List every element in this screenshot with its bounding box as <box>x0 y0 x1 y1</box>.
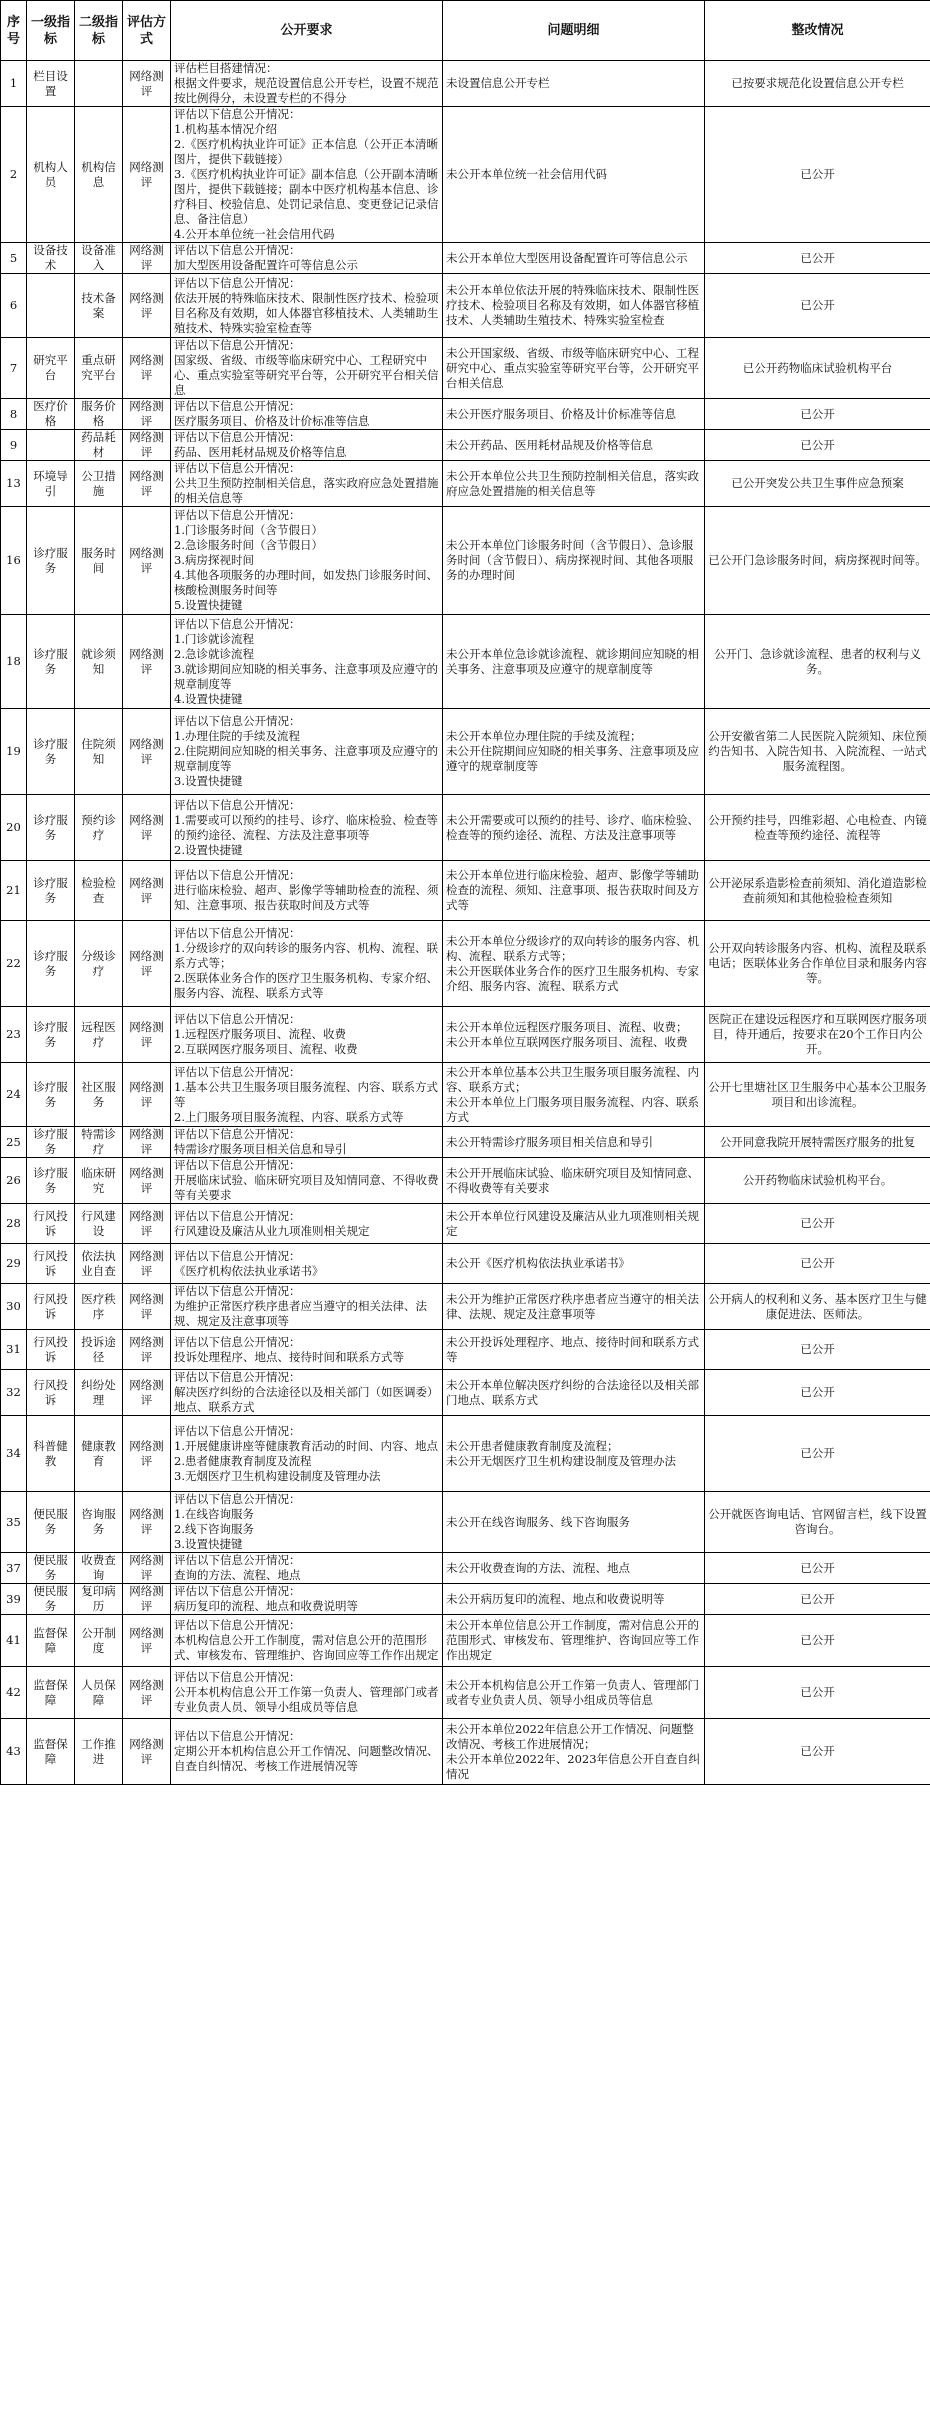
row-index: 1 <box>1 61 27 107</box>
row-index: 23 <box>1 1007 27 1063</box>
row-issue: 未公开在线咨询服务、线下咨询服务 <box>443 1492 705 1553</box>
row-level2: 公开制度 <box>75 1615 123 1667</box>
row-index: 18 <box>1 615 27 709</box>
row-level1: 行风投诉 <box>27 1284 75 1330</box>
header-index: 序号 <box>1 1 27 61</box>
row-index: 20 <box>1 795 27 861</box>
row-issue: 未公开本单位解决医疗纠纷的合法途径以及相关部门地点、联系方式 <box>443 1370 705 1416</box>
table-row <box>1 615 930 709</box>
row-level1: 诊疗服务 <box>27 507 75 615</box>
row-level2: 社区服务 <box>75 1063 123 1127</box>
row-level2: 纠纷处理 <box>75 1370 123 1416</box>
row-level2: 投诉途径 <box>75 1330 123 1370</box>
row-level2: 收费查询 <box>75 1553 123 1584</box>
row-level1: 机构人员 <box>27 107 75 243</box>
row-method: 网络测评 <box>123 1244 171 1284</box>
row-level1: 便民服务 <box>27 1584 75 1615</box>
row-requirement: 评估以下信息公开情况： 1.在线咨询服务 2.线下咨询服务 3.设置快捷键 <box>171 1492 443 1553</box>
row-requirement: 评估以下信息公开情况： 本机构信息公开工作制度，需对信息公开的范围形式、审核发布、管理维护、咨询回应等工作作出规定 <box>171 1615 443 1667</box>
row-index: 24 <box>1 1063 27 1127</box>
row-level1: 研究平台 <box>27 338 75 399</box>
row-level2: 远程医疗 <box>75 1007 123 1063</box>
row-level2: 咨询服务 <box>75 1492 123 1553</box>
row-level2: 临床研究 <box>75 1158 123 1204</box>
row-level2: 健康教育 <box>75 1416 123 1492</box>
table-row <box>1 274 930 338</box>
row-index: 39 <box>1 1584 27 1615</box>
row-method: 网络测评 <box>123 1492 171 1553</box>
table-row <box>1 243 930 274</box>
table-row <box>1 461 930 507</box>
header-rectification: 整改情况 <box>705 1 930 61</box>
table-row <box>1 507 930 615</box>
row-requirement: 评估以下信息公开情况： 定期公开本机构信息公开工作情况、问题整改情况、自查自纠情况、考核工作进展情况等 <box>171 1719 443 1785</box>
row-method: 网络测评 <box>123 795 171 861</box>
row-rectification: 公开病人的权利和义务、基本医疗卫生与健康促进法、医师法。 <box>705 1284 930 1330</box>
row-index: 29 <box>1 1244 27 1284</box>
row-level1: 诊疗服务 <box>27 921 75 1007</box>
row-level2: 设备准入 <box>75 243 123 274</box>
row-issue: 未公开特需诊疗服务项目相关信息和导引 <box>443 1127 705 1158</box>
table-body <box>1 61 930 1785</box>
row-method: 网络测评 <box>123 861 171 921</box>
row-requirement: 评估以下信息公开情况： 解决医疗纠纷的合法途径以及相关部门（如医调委）地点、联系方式 <box>171 1370 443 1416</box>
row-level2: 复印病历 <box>75 1584 123 1615</box>
row-level2: 依法执业自查 <box>75 1244 123 1284</box>
row-method: 网络测评 <box>123 921 171 1007</box>
row-issue: 未公开本单位信息公开工作制度，需对信息公开的范围形式、审核发布、管理维护、咨询回应等工作作出规定 <box>443 1615 705 1667</box>
row-issue: 未公开收费查询的方法、流程、地点 <box>443 1553 705 1584</box>
row-issue: 未设置信息公开专栏 <box>443 61 705 107</box>
row-method: 网络测评 <box>123 1284 171 1330</box>
row-issue: 未公开《医疗机构依法执业承诺书》 <box>443 1244 705 1284</box>
table-row <box>1 1284 930 1330</box>
row-method: 网络测评 <box>123 461 171 507</box>
row-level1: 行风投诉 <box>27 1244 75 1284</box>
row-method: 网络测评 <box>123 709 171 795</box>
row-requirement: 评估以下信息公开情况： 开展临床试验、临床研究项目及知情同意、不得收费等有关要求 <box>171 1158 443 1204</box>
table-row <box>1 1370 930 1416</box>
row-requirement: 评估以下信息公开情况： 进行临床检验、超声、影像学等辅助检查的流程、须知、注意事项、报告获取时间及方式等 <box>171 861 443 921</box>
row-requirement: 评估以下信息公开情况： 1.基本公共卫生服务项目服务流程、内容、联系方式等 2.上门服务项目服务流程、内容、联系方式等 <box>171 1063 443 1127</box>
table-row <box>1 107 930 243</box>
table-row <box>1 399 930 430</box>
row-issue: 未公开本单位公共卫生预防控制相关信息，落实政府应急处置措施的相关信息等 <box>443 461 705 507</box>
row-level1: 医疗价格 <box>27 399 75 430</box>
row-level2: 医疗秩序 <box>75 1284 123 1330</box>
row-method: 网络测评 <box>123 1330 171 1370</box>
row-requirement: 评估以下信息公开情况： 特需诊疗服务项目相关信息和导引 <box>171 1127 443 1158</box>
row-level2: 人员保障 <box>75 1667 123 1719</box>
row-issue: 未公开本单位门诊服务时间（含节假日）、急诊服务时间（含节假日）、病房探视时间、其他各项服务的办理时间 <box>443 507 705 615</box>
row-index: 7 <box>1 338 27 399</box>
table-row <box>1 1158 930 1204</box>
row-method: 网络测评 <box>123 1584 171 1615</box>
row-rectification: 已公开 <box>705 1615 930 1667</box>
table-row <box>1 1584 930 1615</box>
row-level2: 就诊须知 <box>75 615 123 709</box>
row-method: 网络测评 <box>123 61 171 107</box>
row-level1: 监督保障 <box>27 1719 75 1785</box>
row-level1: 环境导引 <box>27 461 75 507</box>
row-level1: 便民服务 <box>27 1492 75 1553</box>
row-method: 网络测评 <box>123 274 171 338</box>
row-requirement: 评估以下信息公开情况： 查询的方法、流程、地点 <box>171 1553 443 1584</box>
row-requirement: 评估以下信息公开情况： 为维护正常医疗秩序患者应当遵守的相关法律、法规、规定及注意事项等 <box>171 1284 443 1330</box>
table-row <box>1 709 930 795</box>
row-level1: 监督保障 <box>27 1615 75 1667</box>
row-rectification: 公开预约挂号，四维彩超、心电检查、内镜检查等预约途径、流程等 <box>705 795 930 861</box>
row-requirement: 评估以下信息公开情况： 行风建设及廉洁从业九项准则相关规定 <box>171 1204 443 1244</box>
row-index: 31 <box>1 1330 27 1370</box>
row-level1: 行风投诉 <box>27 1330 75 1370</box>
row-index: 6 <box>1 274 27 338</box>
row-index: 42 <box>1 1667 27 1719</box>
table-row <box>1 795 930 861</box>
row-level1: 诊疗服务 <box>27 1063 75 1127</box>
header-issue: 问题明细 <box>443 1 705 61</box>
table-row <box>1 1330 930 1370</box>
row-rectification: 已公开 <box>705 1553 930 1584</box>
row-issue: 未公开需要或可以预约的挂号、诊疗、临床检验、检查等的预约途径、流程、方法及注意事项等 <box>443 795 705 861</box>
row-rectification: 已公开 <box>705 1370 930 1416</box>
row-issue: 未公开本单位行风建设及廉洁从业九项准则相关规定 <box>443 1204 705 1244</box>
row-issue: 未公开医疗服务项目、价格及计价标准等信息 <box>443 399 705 430</box>
row-rectification: 已公开 <box>705 1416 930 1492</box>
row-method: 网络测评 <box>123 1158 171 1204</box>
row-index: 43 <box>1 1719 27 1785</box>
row-index: 8 <box>1 399 27 430</box>
row-level1: 便民服务 <box>27 1553 75 1584</box>
table-header-row <box>1 1 930 61</box>
row-rectification: 已公开 <box>705 1719 930 1785</box>
row-requirement: 评估以下信息公开情况： 国家级、省级、市级等临床研究中心、工程研究中心、重点实验室等研究平台等，公开研究平台相关信息 <box>171 338 443 399</box>
row-method: 网络测评 <box>123 1416 171 1492</box>
row-rectification: 公开七里塘社区卫生服务中心基本公卫服务项目和出诊流程。 <box>705 1063 930 1127</box>
row-method: 网络测评 <box>123 399 171 430</box>
row-level2: 公卫措施 <box>75 461 123 507</box>
row-rectification: 已公开 <box>705 399 930 430</box>
row-index: 37 <box>1 1553 27 1584</box>
row-level1: 诊疗服务 <box>27 1158 75 1204</box>
row-index: 2 <box>1 107 27 243</box>
row-rectification: 公开双向转诊服务内容、机构、流程及联系电话；医联体业务合作单位目录和服务内容等。 <box>705 921 930 1007</box>
row-method: 网络测评 <box>123 1204 171 1244</box>
row-issue: 未公开本单位进行临床检验、超声、影像学等辅助检查的流程、须知、注意事项、报告获取时间及方式等 <box>443 861 705 921</box>
row-rectification: 公开药物临床试验机构平台。 <box>705 1158 930 1204</box>
row-issue: 未公开开展临床试验、临床研究项目及知情同意、不得收费等有关要求 <box>443 1158 705 1204</box>
row-level2: 工作推进 <box>75 1719 123 1785</box>
row-requirement: 评估栏目搭建情况： 根据文件要求，规范设置信息公开专栏，设置不规范按比例得分，未设置专栏的不得分 <box>171 61 443 107</box>
row-level2: 重点研究平台 <box>75 338 123 399</box>
row-requirement: 评估以下信息公开情况： 1.办理住院的手续及流程 2.住院期间应知晓的相关事务、注意事项及应遵守的规章制度等 3.设置快捷键 <box>171 709 443 795</box>
row-issue: 未公开国家级、省级、市级等临床研究中心、工程研究中心、重点实验室等研究平台等，公开研究平台相关信息 <box>443 338 705 399</box>
row-requirement: 评估以下信息公开情况： 1.需要或可以预约的挂号、诊疗、临床检验、检查等的预约途径、流程、方法及注意事项等 2.设置快捷键 <box>171 795 443 861</box>
row-requirement: 评估以下信息公开情况： 1.机构基本情况介绍 2.《医疗机构执业许可证》正本信息（公开正本清晰图片，提供下载链接） 3.《医疗机构执业许可证》副本信息（公开副本清晰图片，提供下载链接；副本中医疗机构基本信息、诊疗科目、校验信息、处罚记录信息、变更登记记录信息、备注信息） 4.公开本单位统一社会信用代码 <box>171 107 443 243</box>
row-requirement: 评估以下信息公开情况： 1.门诊就诊流程 2.急诊就诊流程 3.就诊期间应知晓的相关事务、注意事项及应遵守的规章制度等 4.设置快捷键 <box>171 615 443 709</box>
header-level2: 二级指标 <box>75 1 123 61</box>
row-method: 网络测评 <box>123 107 171 243</box>
row-issue: 未公开本单位基本公共卫生服务项目服务流程、内容、联系方式； 未公开本单位上门服务项目服务流程、内容、联系方式 <box>443 1063 705 1127</box>
row-method: 网络测评 <box>123 1615 171 1667</box>
row-level1: 行风投诉 <box>27 1204 75 1244</box>
table-row <box>1 921 930 1007</box>
row-rectification: 医院正在建设远程医疗和互联网医疗服务项目，待开通后，按要求在20个工作日内公开。 <box>705 1007 930 1063</box>
row-level2: 住院须知 <box>75 709 123 795</box>
table-row <box>1 1204 930 1244</box>
row-requirement: 评估以下信息公开情况： 投诉处理程序、地点、接待时间和联系方式等 <box>171 1330 443 1370</box>
row-method: 网络测评 <box>123 243 171 274</box>
row-rectification: 公开同意我院开展特需医疗服务的批复 <box>705 1127 930 1158</box>
row-rectification: 已公开 <box>705 1244 930 1284</box>
table-row <box>1 1127 930 1158</box>
row-requirement: 评估以下信息公开情况： 公开本机构信息公开工作第一负责人、管理部门或者专业负责人员、领导小组成员等信息 <box>171 1667 443 1719</box>
table-row <box>1 61 930 107</box>
table-row <box>1 430 930 461</box>
row-level2: 分级诊疗 <box>75 921 123 1007</box>
row-level1: 行风投诉 <box>27 1370 75 1416</box>
header-requirement: 公开要求 <box>171 1 443 61</box>
row-level2: 药品耗材 <box>75 430 123 461</box>
row-requirement: 评估以下信息公开情况： 1.分级诊疗的双向转诊的服务内容、机构、流程、联系方式等； 2.医联体业务合作的医疗卫生服务机构、专家介绍、服务内容、流程、联系方式等 <box>171 921 443 1007</box>
row-requirement: 评估以下信息公开情况： 医疗服务项目、价格及计价标准等信息 <box>171 399 443 430</box>
row-issue: 未公开药品、医用耗材品规及价格等信息 <box>443 430 705 461</box>
table-row <box>1 1553 930 1584</box>
row-rectification: 已公开 <box>705 1667 930 1719</box>
row-issue: 未公开本单位统一社会信用代码 <box>443 107 705 243</box>
row-rectification: 公开泌尿系造影检查前须知、消化道造影检查前须知和其他检验检查须知 <box>705 861 930 921</box>
row-level1 <box>27 274 75 338</box>
row-level1: 监督保障 <box>27 1667 75 1719</box>
row-index: 5 <box>1 243 27 274</box>
row-level2: 技术备案 <box>75 274 123 338</box>
row-level2: 预约诊疗 <box>75 795 123 861</box>
row-issue: 未公开患者健康教育制度及流程； 未公开无烟医疗卫生机构建设制度及管理办法 <box>443 1416 705 1492</box>
row-rectification: 公开安徽省第二人民医院入院须知、床位预约告知书、入院告知书、入院流程、一站式服务流程图。 <box>705 709 930 795</box>
row-index: 32 <box>1 1370 27 1416</box>
row-level1: 诊疗服务 <box>27 795 75 861</box>
row-method: 网络测评 <box>123 1667 171 1719</box>
row-method: 网络测评 <box>123 1007 171 1063</box>
row-rectification: 已公开 <box>705 274 930 338</box>
row-method: 网络测评 <box>123 1553 171 1584</box>
table-row <box>1 1007 930 1063</box>
row-issue: 未公开本单位办理住院的手续及流程； 未公开住院期间应知晓的相关事务、注意事项及应遵守的规章制度等 <box>443 709 705 795</box>
row-issue: 未公开本单位2022年信息公开工作情况、问题整改情况、考核工作进展情况； 未公开本单位2022年、2023年信息公开自查自纠情况 <box>443 1719 705 1785</box>
row-issue: 未公开本单位分级诊疗的双向转诊的服务内容、机构、流程、联系方式等； 未公开医联体业务合作的医疗卫生服务机构、专家介绍、服务内容、流程、联系方式 <box>443 921 705 1007</box>
row-issue: 未公开本单位急诊就诊流程、就诊期间应知晓的相关事务、注意事项及应遵守的规章制度等 <box>443 615 705 709</box>
row-rectification: 已公开 <box>705 1584 930 1615</box>
table-row <box>1 1416 930 1492</box>
row-requirement: 评估以下信息公开情况： 公共卫生预防控制相关信息，落实政府应急处置措施的相关信息等 <box>171 461 443 507</box>
row-method: 网络测评 <box>123 1063 171 1127</box>
table-row <box>1 1615 930 1667</box>
row-rectification: 已公开门急诊服务时间，病房探视时间等。 <box>705 507 930 615</box>
row-level2: 检验检查 <box>75 861 123 921</box>
row-requirement: 评估以下信息公开情况： 《医疗机构依法执业承诺书》 <box>171 1244 443 1284</box>
row-level1: 诊疗服务 <box>27 615 75 709</box>
row-level1: 诊疗服务 <box>27 861 75 921</box>
row-level1: 设备技术 <box>27 243 75 274</box>
row-rectification: 已公开 <box>705 1330 930 1370</box>
row-level2: 机构信息 <box>75 107 123 243</box>
row-level2: 行风建设 <box>75 1204 123 1244</box>
row-rectification: 公开就医咨询电话、官网留言栏，线下设置咨询台。 <box>705 1492 930 1553</box>
row-index: 9 <box>1 430 27 461</box>
row-level2: 服务价格 <box>75 399 123 430</box>
row-method: 网络测评 <box>123 1719 171 1785</box>
row-index: 41 <box>1 1615 27 1667</box>
row-requirement: 评估以下信息公开情况： 药品、医用耗材品规及价格等信息 <box>171 430 443 461</box>
row-index: 30 <box>1 1284 27 1330</box>
row-issue: 未公开本单位依法开展的特殊临床技术、限制性医疗技术、检验项目名称及有效期，如人体器官移植技术、人类辅助生殖技术、特殊实验室检查 <box>443 274 705 338</box>
row-requirement: 评估以下信息公开情况： 依法开展的特殊临床技术、限制性医疗技术、检验项目名称及有效期，如人体器官移植技术、人类辅助生殖技术、特殊实验室检查等 <box>171 274 443 338</box>
row-index: 25 <box>1 1127 27 1158</box>
row-issue: 未公开本单位大型医用设备配置许可等信息公示 <box>443 243 705 274</box>
table-row <box>1 1492 930 1553</box>
row-method: 网络测评 <box>123 1127 171 1158</box>
row-index: 21 <box>1 861 27 921</box>
row-method: 网络测评 <box>123 430 171 461</box>
row-level2: 特需诊疗 <box>75 1127 123 1158</box>
row-level2 <box>75 61 123 107</box>
row-issue: 未公开为维护正常医疗秩序患者应当遵守的相关法律、法规、规定及注意事项等 <box>443 1284 705 1330</box>
row-level1 <box>27 430 75 461</box>
row-requirement: 评估以下信息公开情况： 1.远程医疗服务项目、流程、收费 2.互联网医疗服务项目、流程、收费 <box>171 1007 443 1063</box>
row-method: 网络测评 <box>123 507 171 615</box>
row-index: 13 <box>1 461 27 507</box>
table-row <box>1 1063 930 1127</box>
row-level1: 科普健教 <box>27 1416 75 1492</box>
header-level1: 一级指标 <box>27 1 75 61</box>
row-issue: 未公开病历复印的流程、地点和收费说明等 <box>443 1584 705 1615</box>
row-rectification: 公开门、急诊就诊流程、患者的权利与义务。 <box>705 615 930 709</box>
row-method: 网络测评 <box>123 1370 171 1416</box>
row-index: 22 <box>1 921 27 1007</box>
row-issue: 未公开本单位远程医疗服务项目、流程、收费； 未公开本单位互联网医疗服务项目、流程、收费 <box>443 1007 705 1063</box>
row-level2: 服务时间 <box>75 507 123 615</box>
row-rectification: 已公开 <box>705 1204 930 1244</box>
row-requirement: 评估以下信息公开情况： 1.门诊服务时间（含节假日） 2.急诊服务时间（含节假日） 3.病房探视时间 4.其他各项服务的办理时间，如发热门诊服务时间、核酸检测服务时间等 5.设置快捷键 <box>171 507 443 615</box>
row-rectification: 已公开 <box>705 243 930 274</box>
row-method: 网络测评 <box>123 338 171 399</box>
row-level1: 诊疗服务 <box>27 1007 75 1063</box>
row-method: 网络测评 <box>123 615 171 709</box>
row-index: 16 <box>1 507 27 615</box>
table-row <box>1 1719 930 1785</box>
row-issue: 未公开本机构信息公开工作第一负责人、管理部门或者专业负责人员、领导小组成员等信息 <box>443 1667 705 1719</box>
row-requirement: 评估以下信息公开情况： 加大型医用设备配置许可等信息公示 <box>171 243 443 274</box>
table-row <box>1 1244 930 1284</box>
table-row <box>1 1667 930 1719</box>
row-index: 19 <box>1 709 27 795</box>
row-level1: 诊疗服务 <box>27 1127 75 1158</box>
row-requirement: 评估以下信息公开情况： 1.开展健康讲座等健康教育活动的时间、内容、地点 2.患者健康教育制度及流程 3.无烟医疗卫生机构建设制度及管理办法 <box>171 1416 443 1492</box>
row-index: 28 <box>1 1204 27 1244</box>
row-requirement: 评估以下信息公开情况： 病历复印的流程、地点和收费说明等 <box>171 1584 443 1615</box>
row-rectification: 已按要求规范化设置信息公开专栏 <box>705 61 930 107</box>
row-level1: 栏目设置 <box>27 61 75 107</box>
row-level1: 诊疗服务 <box>27 709 75 795</box>
row-index: 26 <box>1 1158 27 1204</box>
row-issue: 未公开投诉处理程序、地点、接待时间和联系方式等 <box>443 1330 705 1370</box>
row-index: 34 <box>1 1416 27 1492</box>
row-rectification: 已公开 <box>705 430 930 461</box>
row-rectification: 已公开突发公共卫生事件应急预案 <box>705 461 930 507</box>
row-rectification: 已公开 <box>705 107 930 243</box>
header-method: 评估方式 <box>123 1 171 61</box>
row-rectification: 已公开药物临床试验机构平台 <box>705 338 930 399</box>
table-row <box>1 338 930 399</box>
table-row <box>1 861 930 921</box>
row-index: 35 <box>1 1492 27 1553</box>
